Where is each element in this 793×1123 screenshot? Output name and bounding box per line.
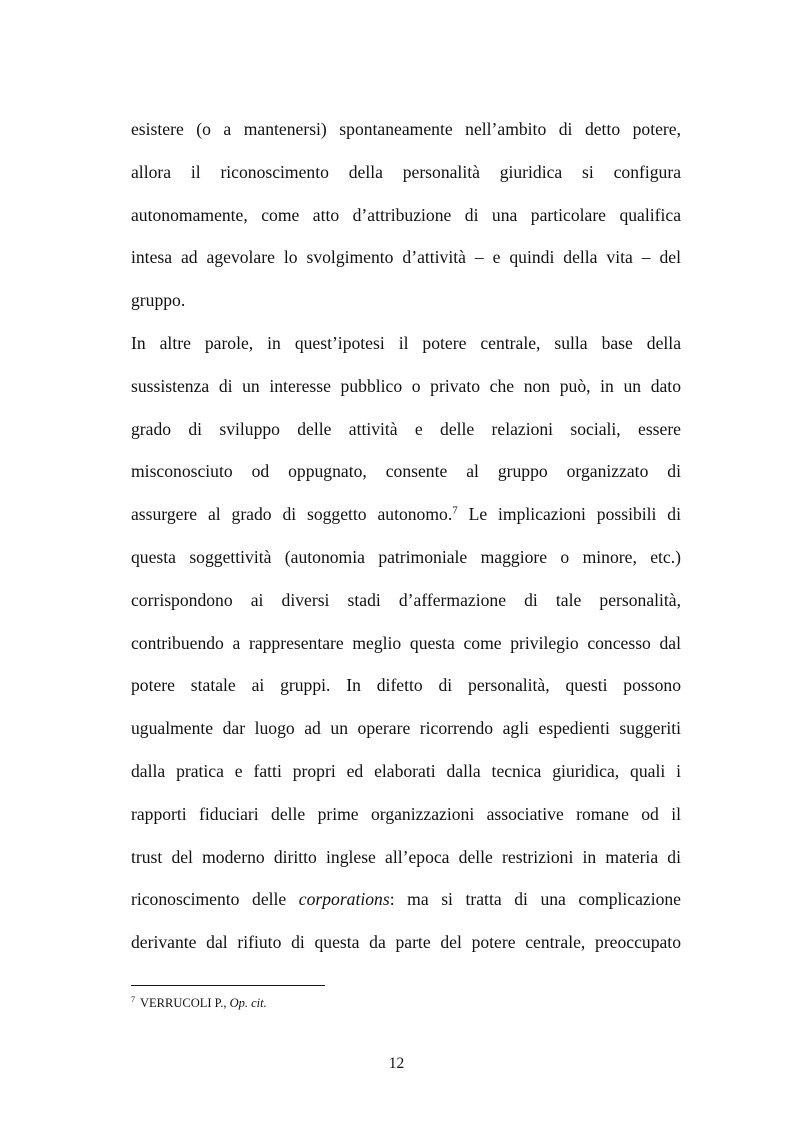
text-line: derivante dal rifiuto di questa da parte del potere centrale, preoccupato xyxy=(131,932,681,953)
footnote-number: 7 xyxy=(131,995,135,1005)
text-segment: assurgere al grado di soggetto autonomo. xyxy=(131,504,453,525)
text-segment: : ma si tratta di una complicazione xyxy=(389,889,681,910)
text-line: questa soggettività (autonomia patrimoniale maggiore o minore, etc.) xyxy=(131,546,681,567)
text-segment: Le implicazioni possibili di xyxy=(457,504,681,525)
text-line: ugualmente dar luogo ad un operare ricorrendo agli espedienti suggeriti xyxy=(131,718,681,739)
text-line: gruppo. xyxy=(131,290,186,311)
text-line: In altre parole, in quest’ipotesi il potere centrale, sulla base della xyxy=(131,332,681,353)
text-line: potere statale ai gruppi. In difetto di personalità, questi possono xyxy=(131,675,681,696)
text-line: allora il riconoscimento della personalità giuridica si configura xyxy=(131,161,681,182)
main-text xyxy=(131,108,681,964)
footnote xyxy=(131,995,267,1011)
text-line: corrispondono ai diversi stadi d’affermazione di tale personalità, xyxy=(131,589,681,610)
text-line: misconosciuto od oppugnato, consente al gruppo organizzato di xyxy=(131,461,681,482)
text-line: trust del moderno diritto inglese all’epoca delle restrizioni in materia di xyxy=(131,846,681,867)
footnote-separator xyxy=(131,985,325,986)
text-line: grado di sviluppo delle attività e delle relazioni sociali, essere xyxy=(131,418,681,439)
text-line xyxy=(131,878,681,921)
text-line: sussistenza di un interesse pubblico o privato che non può, in un dato xyxy=(131,375,681,396)
text-line: contribuendo a rappresentare meglio questa come privilegio concesso dal xyxy=(131,632,681,653)
text-segment: riconoscimento delle xyxy=(131,889,299,910)
text-line: esistere (o a mantenersi) spontaneamente nell’ambito di detto potere, xyxy=(131,119,681,139)
italic-term: corporations xyxy=(298,889,390,910)
page-number: 12 xyxy=(388,1055,405,1072)
text-line xyxy=(131,493,681,536)
footnote-author: VERRUCOLI P., xyxy=(140,996,230,1010)
footnote-source: Op. cit. xyxy=(229,996,267,1010)
text-line: rapporti fiduciari delle prime organizzazioni associative romane od il xyxy=(131,803,681,824)
text-line: intesa ad agevolare lo svolgimento d’attività – e quindi della vita – del xyxy=(131,247,681,268)
text-line: autonomamente, come atto d’attribuzione di una particolare qualifica xyxy=(131,204,681,225)
text-line: dalla pratica e fatti propri ed elaborati dalla tecnica giuridica, quali i xyxy=(131,760,681,781)
footnote-reference[interactable]: 7 xyxy=(452,504,458,517)
